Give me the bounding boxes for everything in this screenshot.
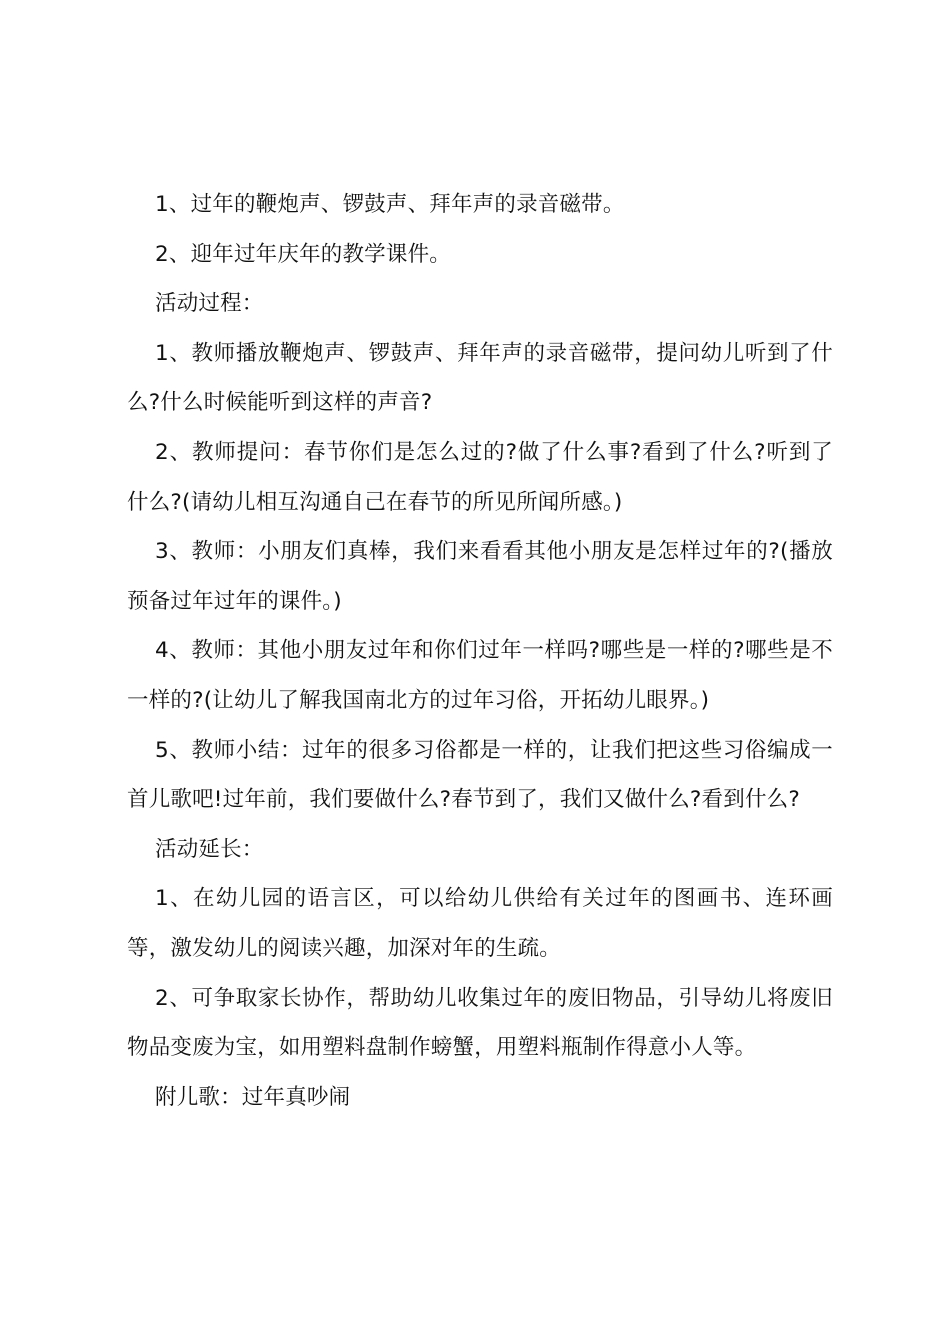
- document-page: [127, 180, 833, 1122]
- process-step-5: 5、教师小结：过年的很多习俗都是一样的，让我们把这些习俗编成一首儿歌吧!过年前，我们要做什么?春节到了，我们又做什么?看到什么?: [127, 737, 833, 813]
- process-step-1: 1、教师播放鞭炮声、锣鼓声、拜年声的录音磁带，提问幼儿听到了什么?什么时候能听到这样的声音?: [127, 340, 833, 416]
- process-step-3: 3、教师：小朋友们真棒，我们来看看其他小朋友是怎样过年的?(播放预备过年过年的课件。): [127, 539, 833, 614]
- extension-item-1: 1、在幼儿园的语言区，可以给幼儿供给有关过年的图画书、连环画等，激发幼儿的阅读兴趣，加深对年的生疏。: [127, 886, 833, 961]
- material-item-2: 2、迎年过年庆年的教学课件。: [155, 241, 451, 267]
- material-item-1: 1、过年的鞭炮声、锣鼓声、拜年声的录音磁带。: [155, 192, 625, 217]
- appendix-song-title: 附儿歌：过年真吵闹: [155, 1084, 351, 1110]
- section-heading-process: 活动过程：: [155, 291, 264, 317]
- process-step-4: 4、教师：其他小朋友过年和你们过年一样吗?哪些是一样的?哪些是不一样的?(让幼儿了解我国南北方的过年习俗，开拓幼儿眼界。): [127, 638, 833, 713]
- extension-item-2: 2、可争取家长协作，帮助幼儿收集过年的废旧物品，引导幼儿将废旧物品变废为宝，如用塑料盘制作螃蟹，用塑料瓶制作得意小人等。: [127, 985, 833, 1061]
- section-heading-extension: 活动延长：: [155, 836, 264, 862]
- process-step-2: 2、教师提问：春节你们是怎么过的?做了什么事?看到了什么?听到了什么?(请幼儿相互沟通自己在春节的所见所闻所感。): [127, 439, 833, 515]
